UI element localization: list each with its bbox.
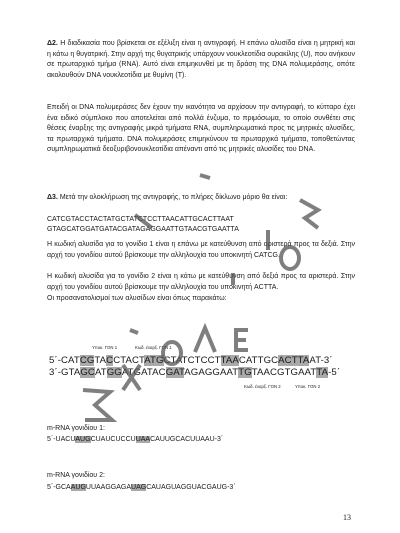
mrna-gene2-sequence: 5΄-GCAAUGUUAAGGAGAUAGCAUAGUAGGUACGAUG-3΄ [47, 484, 236, 491]
label-start-codon-gene2: Κωδ. έναρξ. ΓΟΝ 2 [244, 384, 281, 389]
page-number: 13 [343, 513, 351, 522]
section-3-paragraph-gene2: Η κωδική αλυσίδα για το γονίδιο 2 είναι η κάτω με κατεύθυνση από δεξιά προς τα αριστερά. Στην αρχή του γονιδίου αυτού βρίσκουμε την αλληλουχία του υποκινητή ACTTA. [47, 273, 355, 291]
mrna-gene1-sequence: 5΄-UACUAUGCUAUCUCCUUAACAUUGCACUUAAU-3΄ [47, 436, 224, 443]
label-start-codon-gene1: Κωδ. έναρξ. ΓΟΝ 1 [135, 345, 172, 350]
label-promoter-gene2: Υποκ. ΓΟΝ 2 [295, 384, 321, 389]
mrna-gene2-title: m-RNA γονιδίου 2: [47, 472, 105, 479]
section-2-paragraph-2: Επειδή οι DNA πολυμεράσες δεν έχουν την ικανότητα να αρχίσουν την αντιγραφή, το κύτταρο έχει ένα ειδικό σύμπλοκο που αποτελείται από πολλά ένζυμα, το πριμόσωμα, το οποίο συνθέτει στις θέσεις έναρξης της αντιγραφής μικρά τμήματα RNA, συμπληρωματικά προς τις μητρικές αλυσίδες, τα πρωταρχικά τμήματα. DNA πολυμεράσες επιμηκύνουν τα πρωταρχικά τμήματα, τοποθετώντας συμπληρωματικά δεοξυριβονουκλεοτίδια απέναντι από τις μητρικές αλυσίδες του DNA. [47, 104, 355, 154]
mrna-gene1-title: m-RNA γονιδίου 1: [47, 425, 105, 432]
section-2-heading: Δ2. [47, 40, 58, 47]
section-3-paragraph-orientation: Οι προσανατολισμοί των αλυσίδων είναι όπως παρακάτω: [47, 295, 227, 302]
annotated-top-strand: 5΄-CATCGTACCTACTATGCTATCTCCTTAACATTGCACTTAAT-3΄ [49, 355, 333, 366]
section-3-intro: Μετά την ολοκλήρωση της αντιγραφής, το πλήρες δίκλωνο μόριο θα είναι: [59, 194, 288, 201]
section-2-paragraph [47, 39, 355, 81]
section-3-paragraph-gene1: Η κωδική αλυσίδα για το γονίδιο 1 είναι η επάνω με κατεύθυνση από αριστερά προς τα δεξιά. Στην αρχή του γονιδίου αυτού βρίσκουμε την αλληλουχία του υποκινητή CATCG. [47, 241, 355, 259]
dna-top-strand: CATCGTACCTACTATGCTATCTCCTTAACATTGCACTTAAT [47, 216, 234, 223]
dna-bottom-strand: GTAGCATGGATGATACGATAGAGGAATTGTAACGTGAATTA [47, 226, 239, 233]
annotated-bottom-strand: 3΄-GTAGCATGGATGATACGATAGAGGAATTGTAACGTGAATTA-5΄ [49, 367, 341, 378]
section-3-heading: Δ3. [47, 194, 58, 201]
section-2-text: Η διαδικασία που βρίσκεται σε εξέλιξη είναι η αντιγραφή. Η επάνω αλυσίδα είναι η μητρική και η κάτω η θυγατρική. Στην αρχή της θυγατρικής υπάρχουν νουκλεοτίδια ουρακίλης (U), που ανήκουν σε πρωταρχικό τμήμα (RNA). Αυτό είναι επιμηκυνθεί με τη δράση της DNA πολυμεράσης, οπότε ακολουθούν DNA νουκλεοτίδια με θυμίνη (T). [47, 40, 355, 79]
section-3-paragraph [47, 193, 355, 204]
label-promoter-gene1: Υποκ. ΓΟΝ 1 [92, 345, 118, 350]
